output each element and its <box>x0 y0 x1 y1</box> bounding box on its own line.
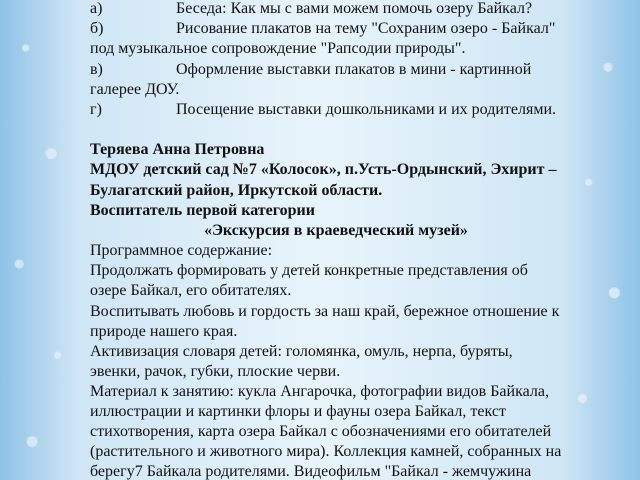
list-item-v <box>90 60 531 80</box>
body-line: природе нашего края. <box>90 323 238 340</box>
list-item-b-continuation: под музыкальное сопровождение "Рапсодии природы". <box>90 40 466 57</box>
list-marker: г) <box>90 101 102 118</box>
body-line: иллюстрации и картинки флоры и фауны озера Байкал, текст <box>90 403 506 420</box>
list-item-g <box>90 100 556 120</box>
author-position: Воспитатель первой категории <box>90 202 315 219</box>
body-line: Воспитывать любовь и гордость за наш край, бережное отношение к <box>90 303 560 320</box>
body-line: (растительного и животного мира). Коллекция камней, собранных на <box>90 443 562 460</box>
institution-line-1: МДОУ детский сад №7 «Колосок», п.Усть-Ордынский, Эхирит – <box>90 161 557 178</box>
list-marker: б) <box>90 20 104 37</box>
body-line: эвенки, рачок, губки, плоские черви. <box>90 363 341 380</box>
list-item-v-continuation: галерее ДОУ. <box>90 81 180 98</box>
lesson-title: «Экскурсия в краеведческий музей» <box>204 222 468 239</box>
list-item-a <box>90 0 532 19</box>
body-line: стихотворения, карта озера Байкал с обозначениями его обитателей <box>90 423 552 440</box>
body-line: берегу7 Байкала родителями. Видеофильм "Байкал - жемчужина <box>90 463 532 480</box>
list-item-text: Беседа: Как мы с вами можем помочь озеру Байкал? <box>176 0 533 17</box>
document-page <box>90 0 582 480</box>
author-name: Теряева Анна Петровна <box>90 141 265 158</box>
list-item-b <box>90 19 555 39</box>
body-line: Продолжать формировать у детей конкретные представления об <box>90 262 528 279</box>
body-line: Программное содержание: <box>90 242 273 259</box>
institution-line-2: Булагатский район, Иркутской области. <box>90 182 383 199</box>
body-line: озере Байкал, его обитателях. <box>90 282 292 299</box>
body-line: Материал к занятию: кукла Ангарочка, фотографии видов Байкала, <box>90 383 549 400</box>
body-line: Активизация словаря детей: голомянка, омуль, нерпа, буряты, <box>90 343 513 360</box>
list-marker: в) <box>90 61 103 78</box>
list-item-text: Оформление выставки плакатов в мини - картинной <box>176 61 532 78</box>
list-item-text: Рисование плакатов на тему "Сохраним озеро - Байкал" <box>176 20 556 37</box>
list-marker: а) <box>90 0 103 17</box>
list-item-text: Посещение выставки дошкольниками и их родителями. <box>176 101 557 118</box>
